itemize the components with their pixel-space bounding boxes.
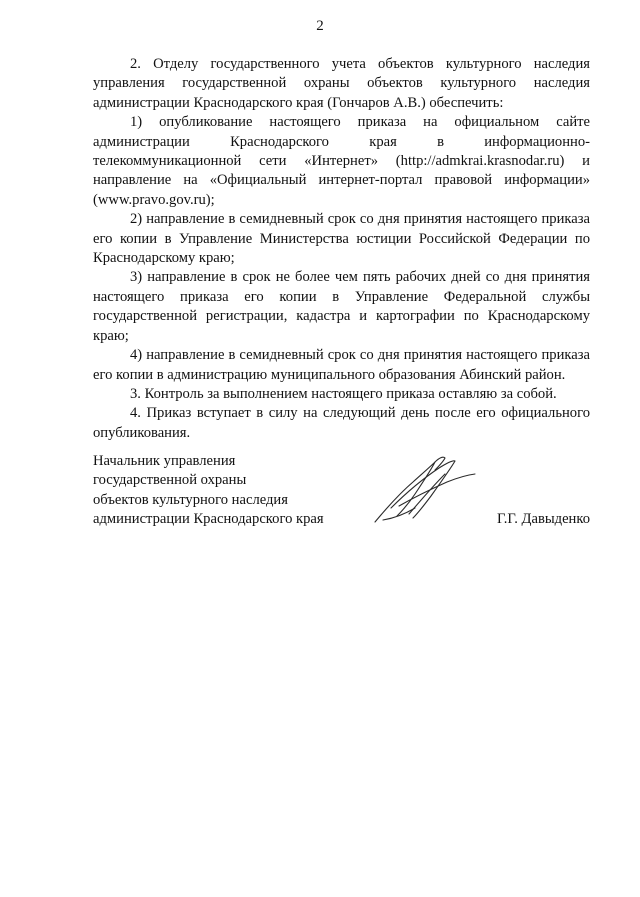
document-body xyxy=(93,55,590,443)
signatory-title-line: объектов культурного наследия xyxy=(93,491,288,508)
paragraph-subitem-1: 1) опубликование настоящего приказа на официальном сайте администрации Краснодарского края в информационно-телекоммуникационной сети «Интернет» (http://admkrai.krasnodar.ru) и направление на «Официальный интернет-портал правовой информации» (www.pravo.gov.ru); xyxy=(93,114,590,208)
signatory-title-line: государственной охраны xyxy=(93,472,247,489)
paragraph-item-4: 4. Приказ вступает в силу на следующий день после его официального опубликования. xyxy=(93,405,590,441)
paragraph-item-2: 2. Отделу государственного учета объектов культурного наследия управления государственной охраны объектов культурного наследия администрации Краснодарского края (Гончаров А.В.) обеспечить: xyxy=(93,56,590,111)
handwritten-signature xyxy=(369,448,479,528)
signature-block xyxy=(93,452,590,532)
paragraph-subitem-2: 2) направление в семидневный срок со дня принятия настоящего приказа его копии в Управление Министерства юстиции Российской Федерации по Краснодарскому краю; xyxy=(93,211,590,267)
paragraph-item-3: 3. Контроль за выполнением настоящего приказа оставляю за собой. xyxy=(130,385,557,402)
signatory-name: Г.Г. Давыденко xyxy=(496,511,590,527)
signatory-title xyxy=(93,452,324,530)
paragraph-subitem-4: 4) направление в семидневный срок со дня принятия настоящего приказа его копии в администрацию муниципального образования Абинский район. xyxy=(93,347,590,383)
paragraph-subitem-3: 3) направление в срок не более чем пять рабочих дней со дня принятия настоящего приказа его копии в Управление Федеральной службы государственной регистрации, кадастра и картографии по Краснодарскому краю; xyxy=(93,269,590,344)
page-number: 2 xyxy=(316,18,324,34)
signatory-title-line: администрации Краснодарского края xyxy=(93,511,324,528)
signatory-title-line: Начальник управления xyxy=(93,453,236,469)
